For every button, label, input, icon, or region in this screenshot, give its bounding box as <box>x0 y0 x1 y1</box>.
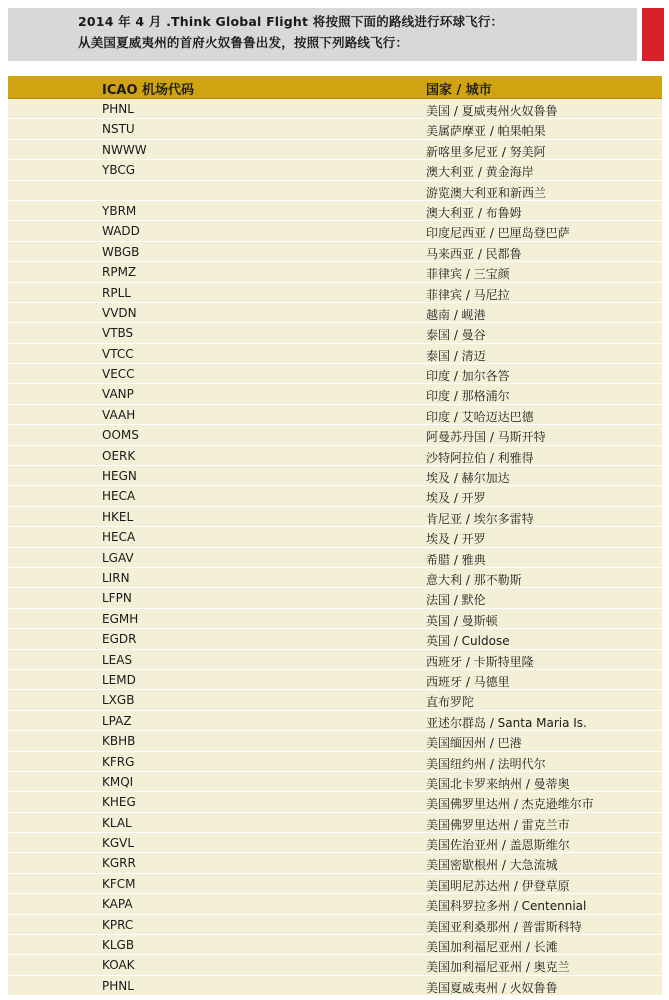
table-row <box>8 181 662 201</box>
table-row <box>8 752 662 772</box>
airport-code: VTCC <box>102 346 134 361</box>
airport-code: VANP <box>102 387 134 402</box>
table-row <box>8 425 662 445</box>
airport-code: HEGN <box>102 469 137 484</box>
table-row <box>8 283 662 303</box>
airport-code: KLGB <box>102 938 135 953</box>
country-city: 埃及 / 赫尔加达 <box>426 471 510 486</box>
country-city: 泰国 / 清迈 <box>426 348 486 363</box>
country-city: 美国纽约州 / 法明代尔 <box>426 756 546 771</box>
country-city: 埃及 / 开罗 <box>426 532 486 547</box>
country-city: 美国加利福尼亚州 / 长滩 <box>426 940 558 955</box>
table-row <box>8 344 662 364</box>
table-row <box>8 384 662 404</box>
table-row <box>8 364 662 384</box>
airport-code: KGVL <box>102 836 135 851</box>
airport-code: KGRR <box>102 856 136 871</box>
table-row <box>8 629 662 649</box>
airport-code: NSTU <box>102 122 135 137</box>
route-table <box>8 76 662 996</box>
airport-code: HECA <box>102 489 136 504</box>
table-row <box>8 731 662 751</box>
airport-code: KAPA <box>102 897 133 912</box>
country-city: 沙特阿拉伯 / 利雅得 <box>426 450 534 465</box>
airport-code: EGMH <box>102 611 139 626</box>
table-row <box>8 813 662 833</box>
country-city: 意大利 / 那不勒斯 <box>426 572 522 587</box>
country-city: 英国 / Culdose <box>426 634 510 649</box>
country-city: 西班牙 / 马德里 <box>426 674 510 689</box>
table-row <box>8 323 662 343</box>
country-city: 直布罗陀 <box>426 695 475 710</box>
country-city: 美国亚利桑那州 / 普雷斯科特 <box>426 919 582 934</box>
table-row <box>8 119 662 139</box>
intro-line-1: 2014 年 4 月 .Think Global Flight 将按照下面的路线进行环球飞行： <box>78 14 504 29</box>
airport-code: LGAV <box>102 550 134 565</box>
table-row <box>8 792 662 812</box>
table-row <box>8 935 662 955</box>
table-row <box>8 568 662 588</box>
country-city: 法国 / 默伦 <box>426 593 486 608</box>
airport-code: KFCM <box>102 876 136 891</box>
country-city: 美国加利福尼亚州 / 奥克兰 <box>426 960 570 975</box>
airport-code: OERK <box>102 448 136 463</box>
table-row <box>8 874 662 894</box>
airport-code: WBGB <box>102 244 140 259</box>
airport-code: PHNL <box>102 102 134 116</box>
country-city: 美国明尼苏达州 / 伊登草原 <box>426 878 570 893</box>
country-city: 美国 / 夏威夷州火奴鲁鲁 <box>426 104 558 118</box>
intro-line-2: 从美国夏威夷州的首府火奴鲁鲁出发，按照下列路线飞行： <box>78 35 409 50</box>
country-city: 美国夏威夷州 / 火奴鲁鲁 <box>426 980 558 995</box>
table-row <box>8 140 662 160</box>
country-city: 美国佛罗里达州 / 雷克兰市 <box>426 817 570 832</box>
country-city: 美国密歇根州 / 大急流城 <box>426 858 558 873</box>
table-row <box>8 242 662 262</box>
airport-code: LEMD <box>102 672 136 687</box>
country-city: 希腊 / 雅典 <box>426 552 486 567</box>
airport-code: EGDR <box>102 632 137 647</box>
airport-code: YBRM <box>102 203 137 218</box>
airport-code: KOAK <box>102 958 135 973</box>
airport-code: KBHB <box>102 734 136 749</box>
red-accent-bar <box>642 8 664 61</box>
airport-code: HKEL <box>102 509 134 524</box>
airport-code: KMQI <box>102 774 134 789</box>
country-city: 英国 / 曼斯顿 <box>426 613 498 628</box>
country-city: 马来西亚 / 民都鲁 <box>426 246 522 261</box>
table-row <box>8 446 662 466</box>
airport-code: LXGB <box>102 693 135 708</box>
table-row <box>8 833 662 853</box>
table-row <box>8 711 662 731</box>
table-row <box>8 486 662 506</box>
table-row <box>8 201 662 221</box>
country-city: 美国佐治亚州 / 盖恩斯维尔 <box>426 838 570 853</box>
airport-code: KFRG <box>102 754 135 769</box>
table-row <box>8 650 662 670</box>
table-row <box>8 527 662 547</box>
airport-code: VAAH <box>102 407 136 422</box>
airport-code: OOMS <box>102 428 139 443</box>
table-row <box>8 853 662 873</box>
country-city: 美国北卡罗来纳州 / 曼蒂奥 <box>426 776 570 791</box>
table-row <box>8 221 662 241</box>
table-row <box>8 894 662 914</box>
country-city: 菲律宾 / 马尼拉 <box>426 287 510 302</box>
table-row <box>8 405 662 425</box>
table-row <box>8 690 662 710</box>
table-row <box>8 915 662 935</box>
country-city: 亚述尔群岛 / Santa Maria Is. <box>426 715 587 730</box>
airport-code: WADD <box>102 224 140 239</box>
country-city: 美国佛罗里达州 / 杰克逊维尔市 <box>426 797 594 812</box>
country-city: 泰国 / 曼谷 <box>426 328 486 343</box>
country-city: 美国科罗拉多州 / Centennial <box>426 899 587 914</box>
table-row <box>8 466 662 486</box>
airport-code: PHNL <box>102 978 134 993</box>
airport-code: VECC <box>102 367 135 382</box>
airport-code: NWWW <box>102 142 147 157</box>
table-row <box>8 772 662 792</box>
table-row <box>8 588 662 608</box>
table-row <box>8 548 662 568</box>
country-city: 游览澳大利亚和新西兰 <box>426 185 547 200</box>
table-header <box>8 76 662 99</box>
column-header-icao: ICAO 机场代码 <box>102 83 195 98</box>
airport-code: LFPN <box>102 591 132 606</box>
country-city: 美属萨摩亚 / 帕果帕果 <box>426 124 546 139</box>
airport-code: KPRC <box>102 917 134 932</box>
airport-code: KLAL <box>102 815 132 830</box>
country-city: 印度 / 艾哈迈达巴德 <box>426 409 534 424</box>
table-row <box>8 670 662 690</box>
country-city: 印度 / 加尔各答 <box>426 369 510 384</box>
country-city: 肯尼亚 / 埃尔多雷特 <box>426 511 534 526</box>
table-row <box>8 507 662 527</box>
country-city: 菲律宾 / 三宝颜 <box>426 267 510 282</box>
country-city: 美国缅因州 / 巴港 <box>426 736 522 751</box>
airport-code: RPLL <box>102 285 131 300</box>
country-city: 澳大利亚 / 布鲁姆 <box>426 205 522 220</box>
table-row <box>8 99 662 119</box>
airport-code: HECA <box>102 530 136 545</box>
country-city: 印度 / 那格浦尔 <box>426 389 510 404</box>
country-city: 印度尼西亚 / 巴厘岛登巴萨 <box>426 226 570 241</box>
table-row <box>8 976 662 996</box>
table-row <box>8 955 662 975</box>
country-city: 澳大利亚 / 黄金海岸 <box>426 165 534 180</box>
airport-code: RPMZ <box>102 265 137 280</box>
airport-code: LEAS <box>102 652 133 667</box>
airport-code: LPAZ <box>102 713 132 728</box>
table-body <box>8 99 662 996</box>
country-city: 西班牙 / 卡斯特里隆 <box>426 654 534 669</box>
table-row <box>8 262 662 282</box>
airport-code: KHEG <box>102 795 136 810</box>
table-row <box>8 609 662 629</box>
table-row <box>8 303 662 323</box>
airport-code: YBCG <box>102 163 136 178</box>
airport-code: LIRN <box>102 570 130 585</box>
column-header-country-city: 国家 / 城市 <box>426 83 492 98</box>
country-city: 阿曼苏丹国 / 马斯开特 <box>426 430 546 445</box>
country-city: 新喀里多尼亚 / 努美阿 <box>426 144 546 159</box>
airport-code: VVDN <box>102 305 137 320</box>
table-row <box>8 160 662 180</box>
airport-code: VTBS <box>102 326 134 341</box>
country-city: 越南 / 岘港 <box>426 307 486 322</box>
country-city: 埃及 / 开罗 <box>426 491 486 506</box>
